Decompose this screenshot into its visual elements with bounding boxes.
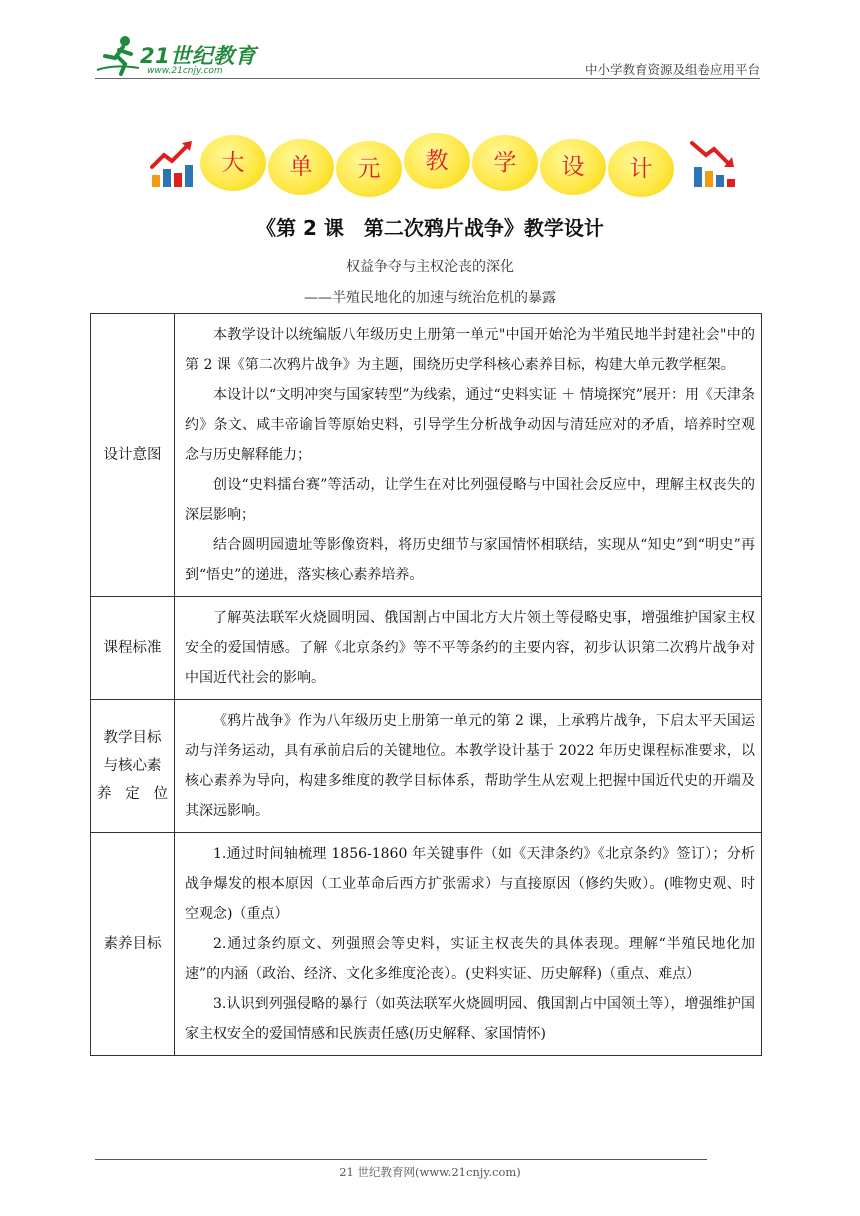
row-content-design-intent — [175, 314, 762, 597]
paragraph: 了解英法联军火烧圆明园、俄国割占中国北方大片领土等侵略史事，增强维护国家主权安全的爱国情感。了解《北京条约》等不平等条约的主要内容，初步认识第二次鸦片战争对中国近代社会的影响。 — [185, 610, 755, 686]
runner-icon — [95, 34, 143, 78]
row-label-design-intent: 设计意图 — [91, 314, 175, 597]
site-logo[interactable] — [95, 34, 265, 78]
row-label-teaching-goal: 教学目标与核心素养定位 — [91, 700, 175, 833]
banner-char-5: 学 — [472, 135, 538, 191]
header-divider — [95, 78, 760, 79]
banner-char-2: 单 — [268, 139, 334, 195]
falling-chart-icon — [688, 137, 738, 193]
paragraph: 本教学设计以统编版八年级历史上册第一单元"中国开始沦为半殖民地半封建社会"中的第 2 课《第二次鸦片战争》为主题，围绕历史学科核心素养目标，构建大单元教学框架。 — [185, 327, 755, 373]
design-table — [90, 313, 762, 1056]
banner-char-3: 元 — [336, 141, 402, 197]
paragraph: 3.认识到列强侵略的暴行（如英法联军火烧圆明园、俄国割占中国领土等），增强维护国家主权安全的爱国情感和民族责任感(历史解释、家国情怀) — [185, 996, 755, 1042]
table-row — [91, 314, 762, 597]
footer-divider — [95, 1159, 707, 1160]
paragraph: 结合圆明园遗址等影像资料，将历史细节与家国情怀相联结，实现从“知史”到“明史”再到“悟史”的递进，落实核心素养培养。 — [185, 537, 755, 583]
banner-char-1: 大 — [200, 135, 266, 191]
unit-design-banner — [150, 133, 740, 195]
platform-name: 中小学教育资源及组卷应用平台 — [584, 62, 760, 77]
paragraph: 创设“史料擂台赛”等活动，让学生在对比列强侵略与中国社会反应中，理解主权丧失的深层影响； — [185, 477, 755, 523]
banner-char-7: 计 — [608, 141, 674, 197]
table-row — [91, 700, 762, 833]
logo-url: www.21cnjy.com — [147, 66, 223, 76]
paragraph: 本设计以“文明冲突与国家转型”为线索，通过“史料实证 ＋ 情境探究”展开：用《天津条约》条文、咸丰帝谕旨等原始史料，引导学生分析战争动因与清廷应对的矛盾，培养时空观念与历史解释能力； — [185, 387, 755, 463]
rising-chart-icon — [150, 137, 196, 193]
page-header — [95, 30, 760, 80]
row-content-literacy-goal — [175, 833, 762, 1056]
row-content-curriculum-standard — [175, 597, 762, 700]
banner-char-6: 设 — [540, 139, 606, 195]
logo-text: 21世纪教育 — [140, 44, 257, 68]
banner-char-4: 教 — [404, 133, 470, 189]
paragraph: 《鸦片战争》作为八年级历史上册第一单元的第 2 课，上承鸦片战争，下启太平天国运动与洋务运动，具有承前启后的关键地位。本教学设计基于 2022 年历史课程标准要求，以核心素养为导向，构建多维度的教学目标体系，帮助学生从宏观上把握中国近代史的开端及其深远影响。 — [185, 713, 755, 819]
row-content-teaching-goal — [175, 700, 762, 833]
paragraph: 2.通过条约原文、列强照会等史料，实证主权丧失的具体表现。理解“半殖民地化加速”的内涵（政治、经济、文化多维度沦丧）。(史料实证、历史解释)（重点、难点） — [185, 936, 755, 982]
row-label-literacy-goal: 素养目标 — [91, 833, 175, 1056]
footer-link[interactable]: 21 世纪教育网(www.21cnjy.com) — [339, 1165, 521, 1179]
subtitle-main: 权益争夺与主权沦丧的深化 — [346, 259, 514, 275]
subtitle-sub: ——半殖民地化的加速与统治危机的暴露 — [304, 290, 556, 306]
paragraph: 1.通过时间轴梳理 1856-1860 年关键事件（如《天津条约》《北京条约》签订）；分析战争爆发的根本原因（工业革命后西方扩张需求）与直接原因（修约失败）。(唯物史观、时空观念)（重点） — [185, 846, 755, 922]
table-row — [91, 597, 762, 700]
row-label-curriculum-standard: 课程标准 — [91, 597, 175, 700]
lesson-title: 《第 2 课 第二次鸦片战争》教学设计 — [256, 216, 604, 240]
table-row — [91, 833, 762, 1056]
